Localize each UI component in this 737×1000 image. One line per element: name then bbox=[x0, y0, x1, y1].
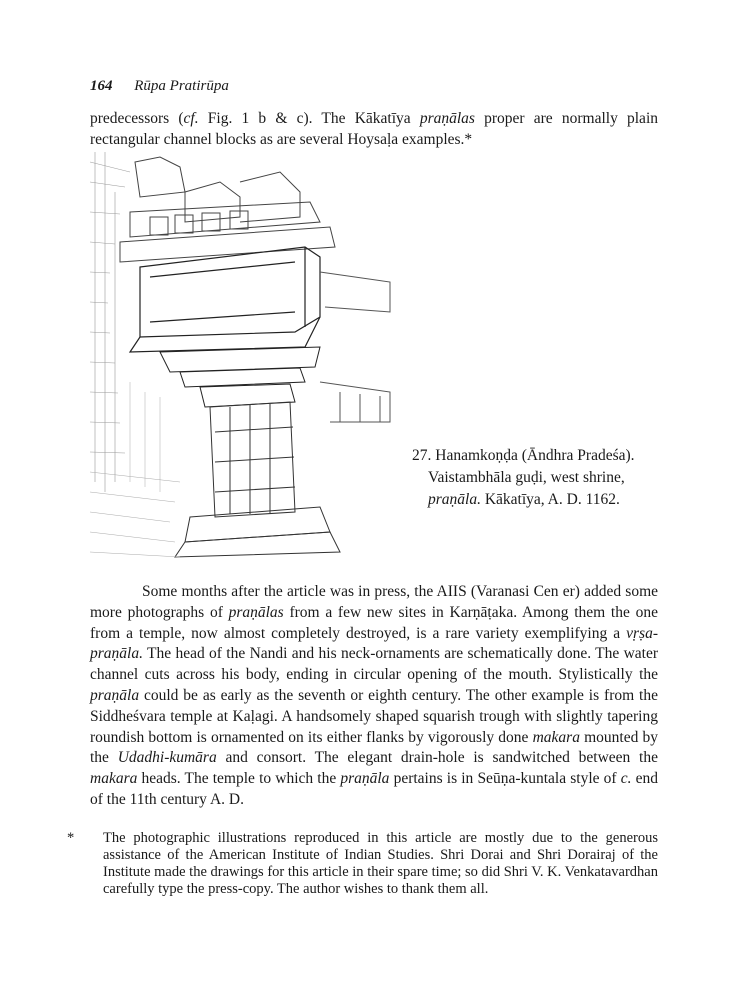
pranala-drawing bbox=[90, 152, 395, 560]
intro-seg: cf. bbox=[183, 110, 199, 127]
body-seg: end of the 11th century A. D. bbox=[90, 770, 658, 808]
intro-seg: predecessors ( bbox=[90, 110, 184, 127]
body-seg: mounted by the bbox=[90, 728, 658, 767]
body-seg: Udadhi-kumāra bbox=[117, 749, 217, 767]
body-seg: praṇāla bbox=[340, 770, 390, 788]
footnote-marker: * bbox=[67, 830, 75, 846]
body-seg: from a few new sites in Karṇāṭaka. Among them the one from a temple, now almost completely destroyed, is a rare variety exemplifying a bbox=[90, 603, 658, 642]
body-seg: vṛṣa-praṇāla. bbox=[90, 624, 658, 663]
page-number: 164 bbox=[90, 78, 113, 94]
caption-number: 27. bbox=[412, 447, 432, 464]
body-seg: praṇāla bbox=[90, 686, 140, 704]
caption-place: Hanamkoṇḍa (Āndhra Pradeśa). bbox=[435, 447, 635, 464]
body-seg: Some months after the article was in press, the AIIS (Varanasi Cen er) added some more photographs of bbox=[90, 583, 658, 621]
running-title: Rūpa Pratirūpa bbox=[134, 78, 229, 94]
intro-seg: praṇālas bbox=[419, 110, 475, 127]
caption-line-3 bbox=[412, 489, 662, 511]
body-seg: c. bbox=[620, 770, 632, 788]
caption-line-2: Vaistambhāla guḍi, west shrine, bbox=[428, 469, 625, 486]
caption-line-1 bbox=[412, 445, 662, 467]
footnote bbox=[67, 830, 658, 898]
body-paragraph bbox=[90, 582, 658, 811]
body-seg: praṇālas bbox=[228, 603, 284, 621]
body-seg: makara bbox=[90, 770, 138, 788]
footnote-text: The photographic illustrations reproduced in this article are mostly due to the generous assistance of the American Institute of Indian Studies. Shri Dorai and Shri Dorairaj of the Institute made the drawings for this article in their spare time; so did Shri V. K. Venkatavardhan carefully type the press-copy. The author wishes to thank them all. bbox=[103, 830, 658, 897]
running-header bbox=[90, 78, 229, 95]
body-seg: makara bbox=[532, 728, 580, 746]
body-seg: could be as early as the seventh or eighth century. The other example is from the Siddheśvara temple at Kaḷagi. A handsomely shaped squarish trough with slightly tapering roundish bottom is ornamented on its either flanks by vigorously done bbox=[90, 686, 658, 746]
caption-rest: Kākatīya, A. D. 1162. bbox=[480, 491, 620, 508]
intro-paragraph bbox=[90, 108, 658, 150]
body-seg: heads. The temple to which the bbox=[137, 770, 341, 788]
caption-italic: praṇāla. bbox=[428, 491, 481, 508]
body-seg: The head of the Nandi and his neck-ornaments are schematically done. The water channel cuts across his body, ending in circular opening of the mouth. Stylistically the bbox=[90, 645, 658, 684]
figure-caption bbox=[412, 445, 662, 511]
body-seg: and consort. The elegant drain-hole is sandwitched between the bbox=[216, 749, 658, 767]
body-seg: pertains is in Seūṇa-kuntala style of bbox=[389, 770, 621, 788]
intro-seg: proper are normally plain rectangular channel blocks as are several Hoysaḷa examples.* bbox=[90, 110, 658, 148]
intro-seg: Fig. 1 b & c). The Kākatīya bbox=[198, 110, 420, 127]
